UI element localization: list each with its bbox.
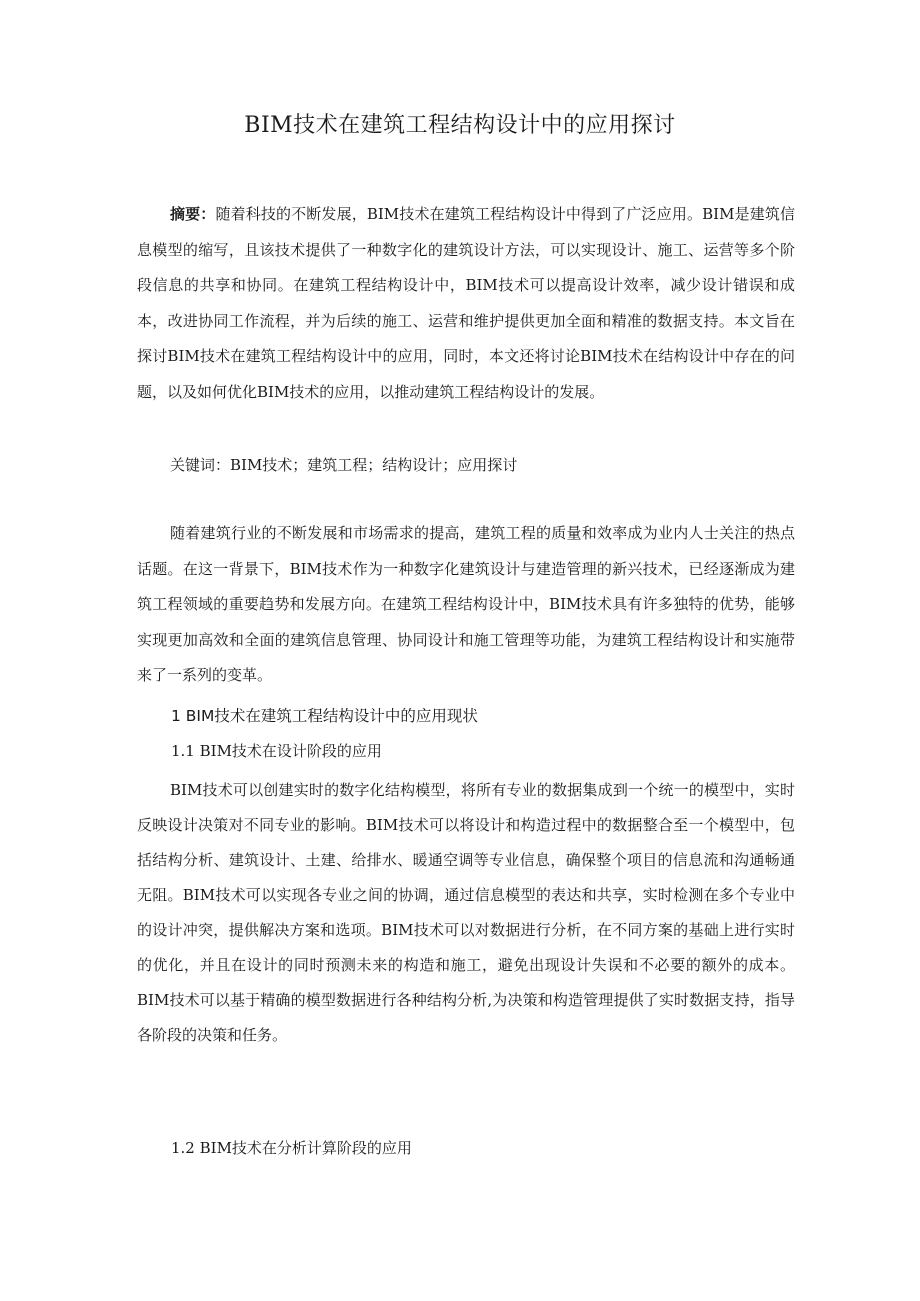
- intro-paragraph: 随着建筑行业的不断发展和市场需求的提高，建筑工程的质量和效率成为业内人士关注的热点话题。在这一背景下，BIM技术作为一种数字化建筑设计与建造管理的新兴技术，已经逐渐成为建筑工程领域的重要趋势和发展方向。在建筑工程结构设计中，BIM技术具有许多独特的优势，能够实现更加高效和全面的建筑信息管理、协同设计和施工管理等功能，为建筑工程结构设计和实施带来了一系列的变革。: [137, 524, 795, 685]
- section-1-1-heading: 1.1 BIM技术在设计阶段的应用: [171, 742, 382, 760]
- section-1-2-heading: 1.2 BIM技术在分析计算阶段的应用: [171, 1139, 412, 1157]
- abstract-paragraph: [137, 197, 795, 411]
- section-1-heading: 1 BIM技术在建筑工程结构设计中的应用现状: [171, 707, 478, 725]
- keywords-line: 关键词：BIM技术；建筑工程；结构设计；应用探讨: [170, 456, 518, 474]
- abstract-text: 随着科技的不断发展，BIM技术在建筑工程结构设计中得到了广泛应用。BIM是建筑信息模型的缩写，且该技术提供了一种数字化的建筑设计方法，可以实现设计、施工、运营等多个阶段信息的共享和协同。在建筑工程结构设计中，BIM技术可以提高设计效率，减少设计错误和成本，改进协同工作流程，并为后续的施工、运营和维护提供更加全面和精准的数据支持。本文旨在探讨BIM技术在建筑工程结构设计中的应用，同时，本文还将讨论BIM技术在结构设计中存在的问题，以及如何优化BIM技术的应用，以推动建筑工程结构设计的发展。: [137, 205, 795, 401]
- page-title: BIM技术在建筑工程结构设计中的应用探讨: [244, 113, 676, 138]
- abstract-label: 摘要：: [170, 205, 216, 223]
- section-1-1-paragraph: BIM技术可以创建实时的数字化结构模型，将所有专业的数据集成到一个统一的模型中，实时反映设计决策对不同专业的影响。BIM技术可以将设计和构造过程中的数据整合至一个模型中，包括结构分析、建筑设计、土建、给排水、暖通空调等专业信息，确保整个项目的信息流和沟通畅通无阻。BIM技术可以实现各专业之间的协调，通过信息模型的表达和共享，实时检测在多个专业中的设计冲突，提供解决方案和选项。BIM技术可以对数据进行分析，在不同方案的基础上进行实时的优化，并且在设计的同时预测未来的构造和施工，避免出现设计失误和不必要的额外的成本。BIM技术可以基于精确的模型数据进行各种结构分析,为决策和构造管理提供了实时数据支持，指导各阶段的决策和任务。: [137, 781, 795, 1044]
